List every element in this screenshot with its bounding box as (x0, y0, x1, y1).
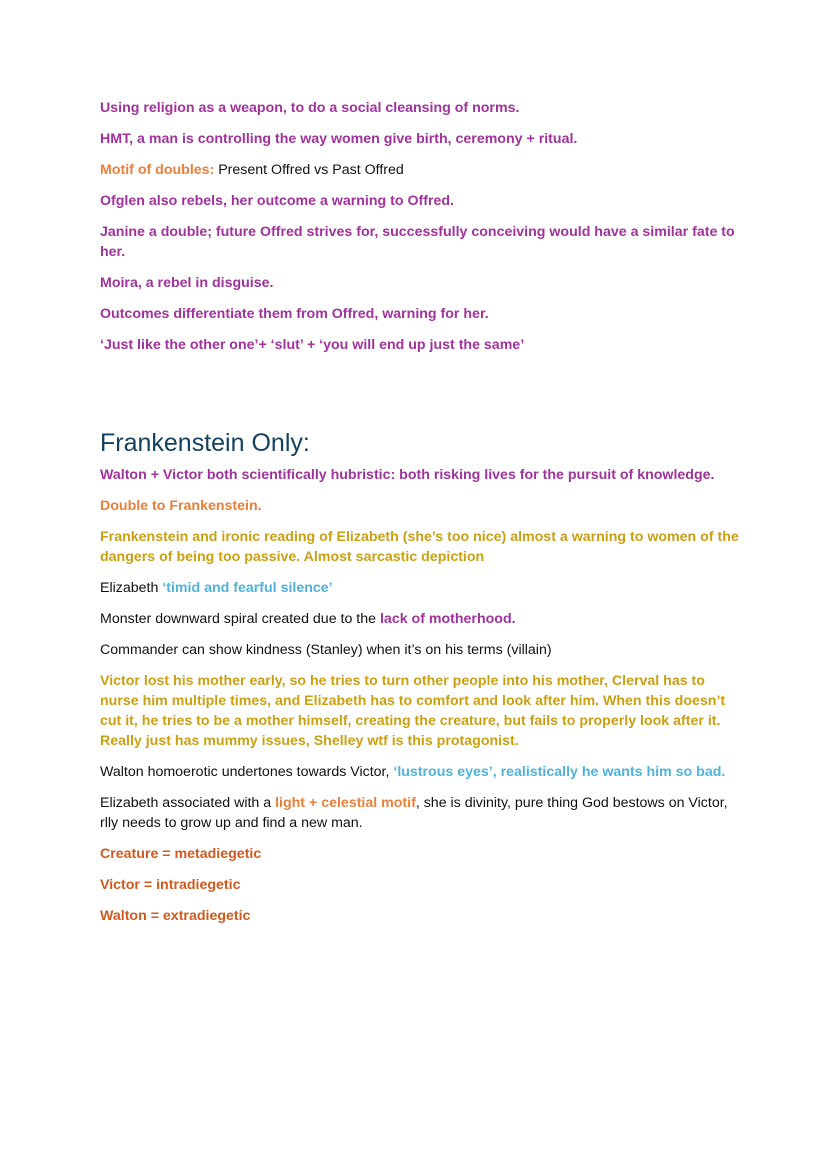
elizabeth-quote: ‘timid and fearful silence’ (162, 580, 333, 596)
lustrous-eyes-quote: ‘lustrous eyes’, realistically he wants him so bad. (393, 764, 726, 780)
paragraph-ofglen: Ofglen also rebels, her outcome a warning to Offred. (100, 193, 454, 209)
paragraph-victor-mother: Victor lost his mother early, so he tries to turn other people into his mother, Clerval has to nurse him multiple times, and Elizabeth has to comfort and look after him. When this doesn’t cut it, he tries to be a mother himself, creating the creature, but fails to properly look after it. Really just has mummy issues, Shelley wtf is this protagonist. (100, 673, 726, 749)
motherhood-text: lack of motherhood. (379, 611, 516, 627)
paragraph-elizabeth-quote (100, 578, 740, 598)
celestial-motif: light + celestial motif (275, 795, 416, 811)
paragraph-elizabeth-light (100, 793, 740, 833)
paragraph-hmt: HMT, a man is controlling the way women give birth, ceremony + ritual. (100, 131, 578, 147)
paragraph-ironic-reading: Frankenstein and ironic reading of Elizabeth (she’s too nice) almost a warning to women of the dangers of being too passive. Almost sarcastic depiction (100, 529, 739, 565)
motif-label: Motif of doubles: (100, 162, 215, 178)
walton-text: Walton homoerotic undertones towards Victor, (100, 764, 390, 780)
monster-text: Monster downward spiral created due to the (100, 611, 377, 627)
elizabeth-light-text2: , she is divinity, pure thing God bestows on Victor, rlly needs to grow up and find a new man. (100, 795, 728, 831)
paragraph-janine: Janine a double; future Offred strives for, successfully conceiving would have a similar fate to her. (100, 224, 735, 260)
paragraph-outcomes: Outcomes differentiate them from Offred, warning for her. (100, 306, 489, 322)
paragraph-walton-victor: Walton + Victor both scientifically hubristic: both risking lives for the pursuit of knowledge. (100, 467, 715, 483)
document-page (100, 98, 740, 937)
paragraph-victor-diegetic: Victor = intradiegetic (100, 877, 241, 893)
paragraph-creature: Creature = metadiegetic (100, 846, 262, 862)
paragraph-quote: ‘Just like the other one’+ ‘slut’ + ‘you will end up just the same’ (100, 337, 525, 353)
paragraph-moira: Moira, a rebel in disguise. (100, 275, 274, 291)
elizabeth-light-text1: Elizabeth associated with a (100, 795, 272, 811)
paragraph-double: Double to Frankenstein. (100, 498, 262, 514)
paragraph-commander: Commander can show kindness (Stanley) when it’s on his terms (villain) (100, 642, 552, 658)
paragraph-walton-diegetic: Walton = extradiegetic (100, 908, 251, 924)
elizabeth-label: Elizabeth (100, 580, 159, 596)
paragraph-motif-doubles (100, 160, 740, 180)
paragraph-religion: Using religion as a weapon, to do a social cleansing of norms. (100, 100, 520, 116)
paragraph-walton-homoerotic (100, 762, 740, 782)
section-heading-frankenstein: Frankenstein Only: (100, 429, 310, 457)
motif-text: Present Offred vs Past Offred (218, 162, 404, 178)
paragraph-monster (100, 609, 740, 629)
